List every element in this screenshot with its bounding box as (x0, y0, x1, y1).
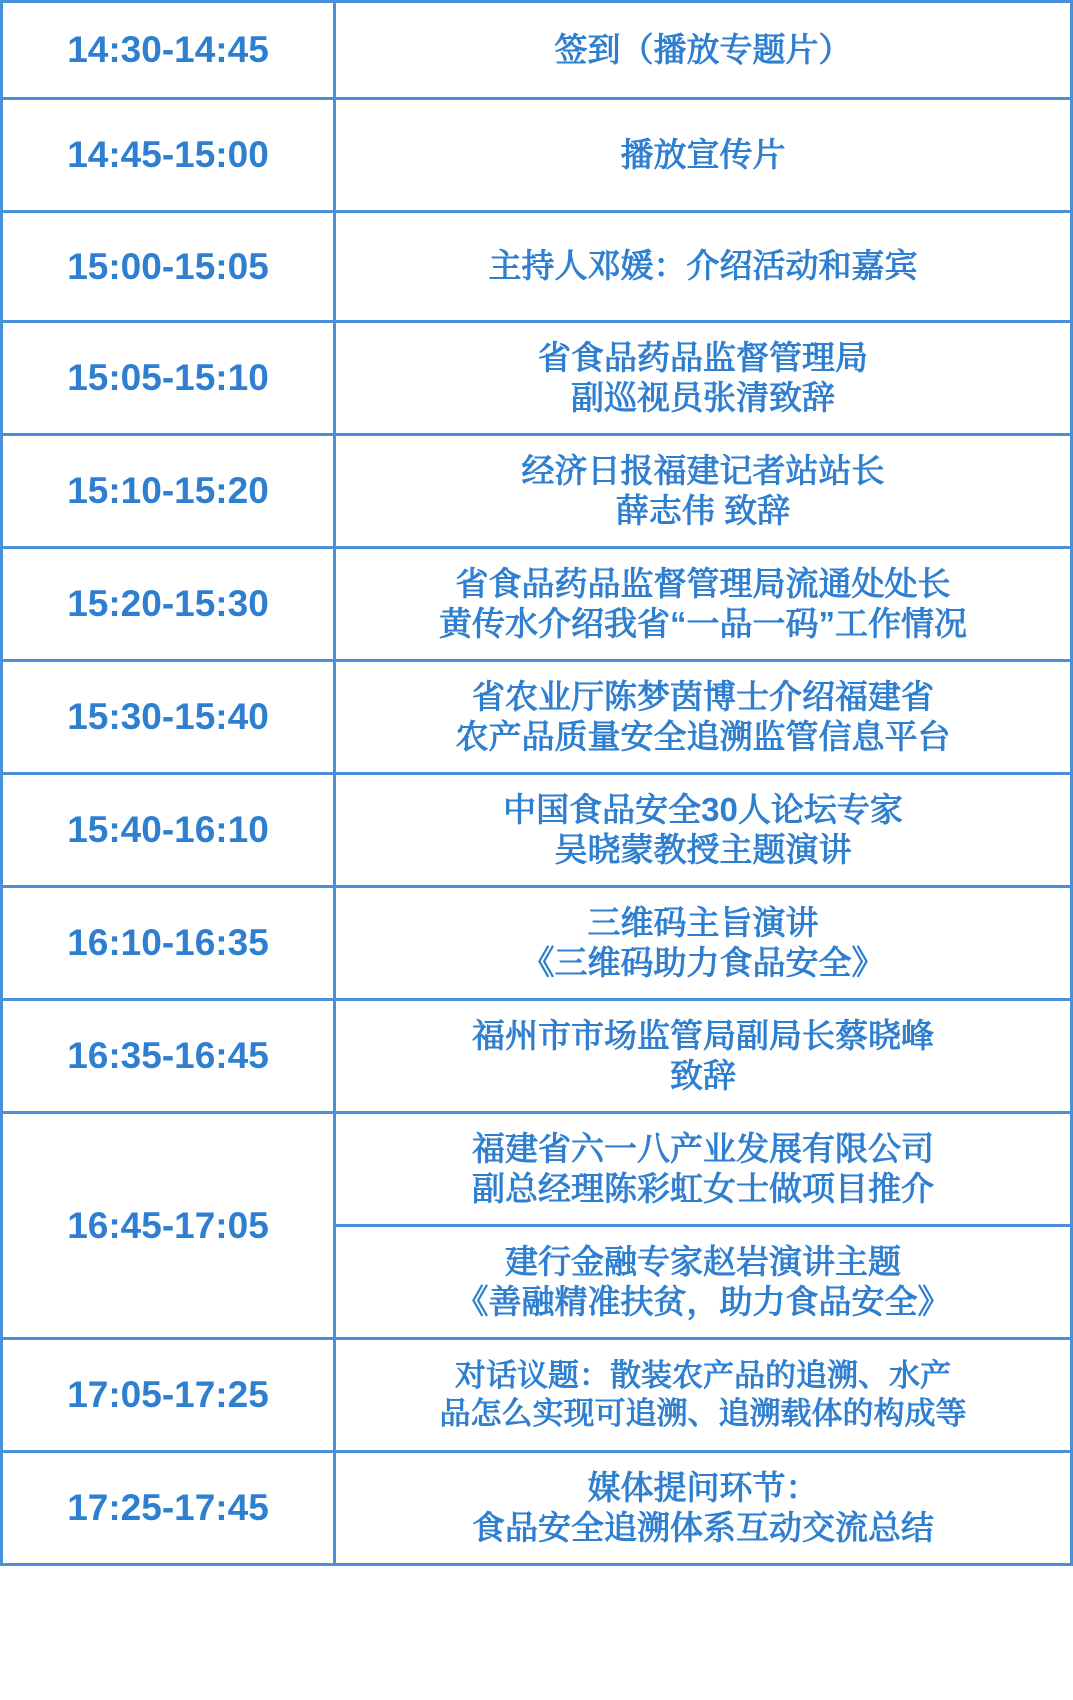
time-cell: 15:40-16:10 (2, 774, 335, 887)
table-row (2, 322, 1072, 435)
content-line: 建行金融专家赵岩演讲主题 (505, 1242, 901, 1280)
content-line: 致辞 (670, 1057, 736, 1094)
content-line: 《三维码助力食品安全》 (521, 944, 885, 981)
time-cell: 14:45-15:00 (2, 99, 335, 212)
content-line: 对话议题：散装农产品的追溯、水产 (455, 1358, 951, 1394)
time-cell: 16:10-16:35 (2, 887, 335, 1000)
table-row (2, 2, 1072, 99)
content-cell (335, 435, 1072, 548)
time-cell: 15:30-15:40 (2, 661, 335, 774)
table-row (2, 774, 1072, 887)
content-line: 省食品药品监督管理局 (538, 338, 868, 376)
table-row (2, 212, 1072, 322)
content-line: 品怎么实现可追溯、追溯载体的构成等 (439, 1396, 967, 1431)
content-line: 吴晓蒙教授主题演讲 (554, 831, 852, 868)
content-line: 福州市市场监管局副局长蔡晓峰 (472, 1016, 934, 1054)
content-cell (335, 887, 1072, 1000)
content-line: 黄传水介绍我省“一品一码”工作情况 (439, 605, 967, 642)
content-line: 经济日报福建记者站站长 (521, 451, 885, 489)
table-row (2, 1000, 1072, 1113)
time-cell: 15:00-15:05 (2, 212, 335, 322)
time-cell: 16:35-16:45 (2, 1000, 335, 1113)
content-cell (335, 1000, 1072, 1113)
content-line: 主持人邓媛：介绍活动和嘉宾 (488, 247, 918, 285)
content-cell (335, 2, 1072, 99)
content-line: 农产品质量安全追溯监管信息平台 (455, 718, 951, 755)
content-line: 薛志伟 致辞 (615, 492, 791, 529)
time-cell-merged: 16:45-17:05 (2, 1113, 335, 1339)
content-line: 中国食品安全30人论坛专家 (503, 790, 903, 828)
table-row (2, 887, 1072, 1000)
content-line: 省农业厅陈梦茵博士介绍福建省 (472, 677, 934, 715)
content-cell (335, 661, 1072, 774)
content-cell (335, 1226, 1072, 1339)
table-row (2, 661, 1072, 774)
content-line: 副总经理陈彩虹女士做项目推介 (472, 1170, 934, 1207)
time-cell: 15:10-15:20 (2, 435, 335, 548)
time-cell: 17:25-17:45 (2, 1452, 335, 1565)
content-cell (335, 1113, 1072, 1226)
content-line: 播放宣传片 (620, 135, 786, 173)
time-cell: 15:05-15:10 (2, 322, 335, 435)
content-line: 媒体提问环节： (587, 1468, 819, 1506)
table-row-merged (2, 1113, 1072, 1226)
content-cell (335, 774, 1072, 887)
content-line: 《善融精准扶贫，助力食品安全》 (455, 1283, 951, 1320)
content-cell (335, 1452, 1072, 1565)
time-cell: 17:05-17:25 (2, 1339, 335, 1452)
table-row (2, 435, 1072, 548)
content-cell (335, 212, 1072, 322)
content-cell (335, 1339, 1072, 1452)
content-cell (335, 322, 1072, 435)
content-line: 食品安全追溯体系互动交流总结 (472, 1509, 934, 1546)
content-cell (335, 99, 1072, 212)
content-line: 副巡视员张清致辞 (571, 379, 835, 416)
table-row (2, 1339, 1072, 1452)
content-cell (335, 548, 1072, 661)
table-row (2, 99, 1072, 212)
content-line: 三维码主旨演讲 (587, 903, 819, 941)
content-line: 福建省六一八产业发展有限公司 (472, 1129, 934, 1167)
content-line: 签到（播放专题片） (554, 30, 852, 68)
content-line: 省食品药品监督管理局流通处处长 (455, 564, 951, 602)
time-cell: 14:30-14:45 (2, 2, 335, 99)
time-cell: 15:20-15:30 (2, 548, 335, 661)
table-row (2, 548, 1072, 661)
table-row (2, 1452, 1072, 1565)
schedule-table-body (2, 2, 1072, 1565)
